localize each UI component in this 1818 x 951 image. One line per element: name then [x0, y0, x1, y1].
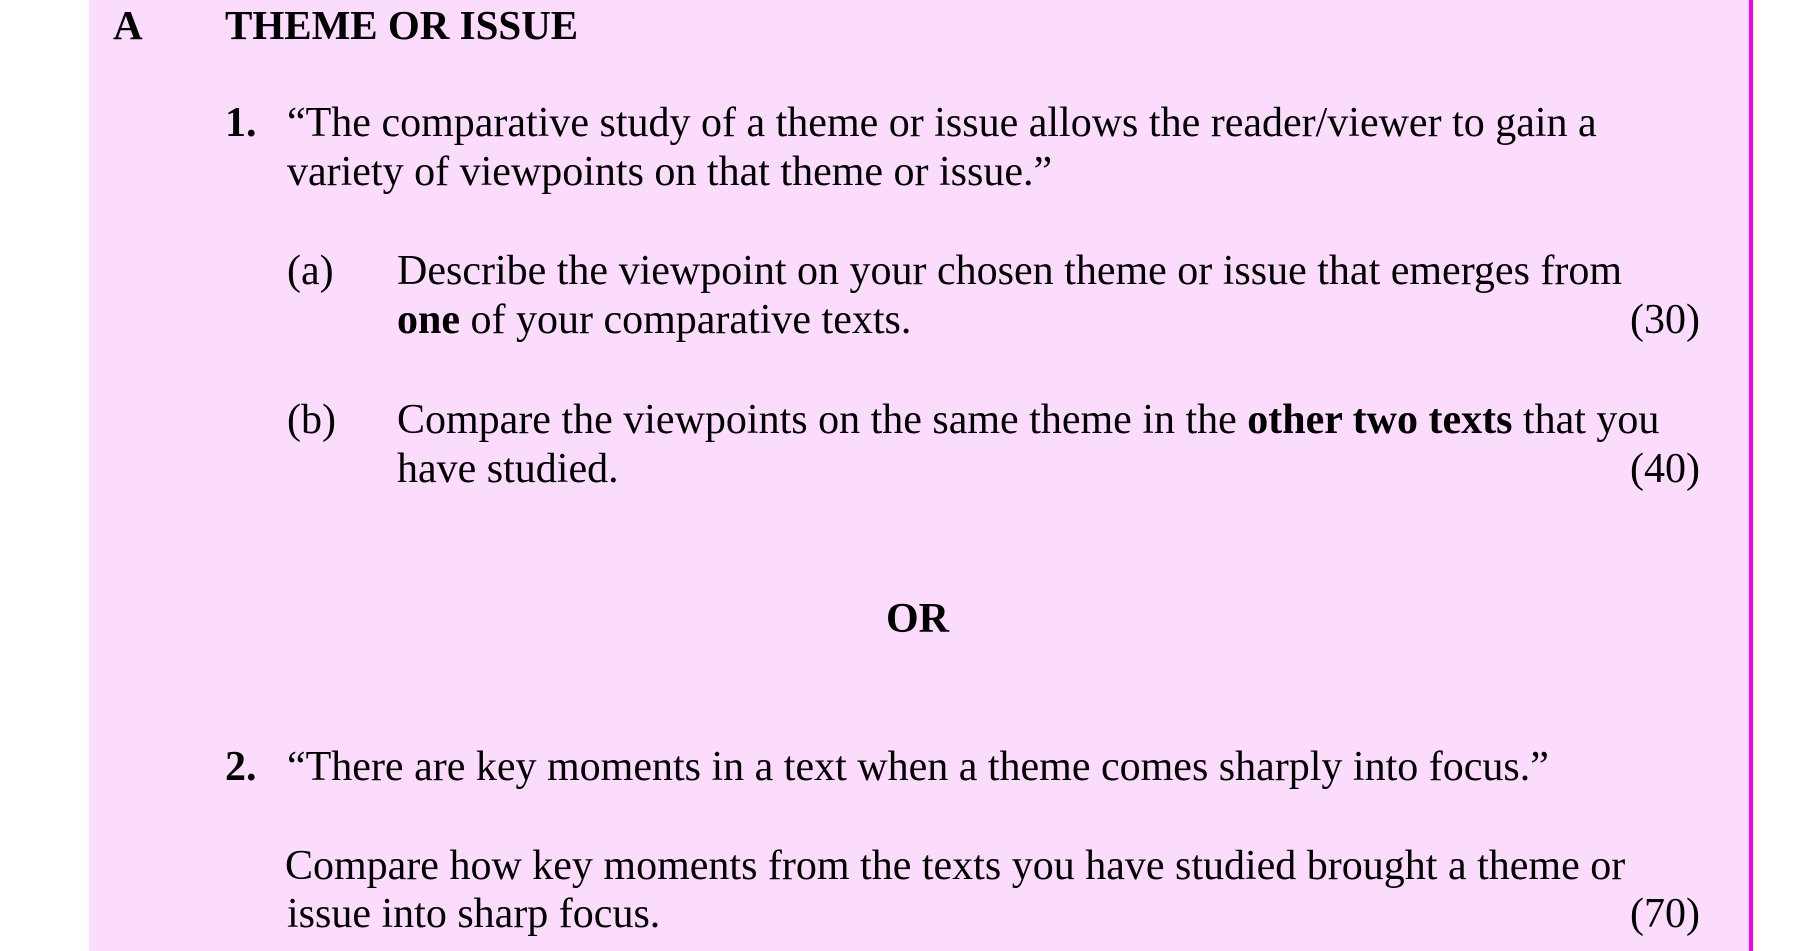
- question-1-number: 1.: [225, 100, 257, 146]
- question-2-instruction-line-2: issue into sharp focus.: [287, 891, 661, 937]
- part-a-label: (a): [287, 248, 334, 294]
- part-a-line-2: [397, 295, 911, 345]
- question-1-quote-line-1: “The comparative study of a theme or issue allows the reader/viewer to gain a: [287, 100, 1597, 146]
- or-separator: OR: [886, 596, 949, 642]
- question-2-number: 2.: [225, 744, 257, 790]
- question-2-marks: (70): [1630, 891, 1700, 937]
- part-a-line-2-rest: of your comparative texts.: [460, 297, 912, 343]
- part-b-line-1: [397, 395, 1659, 445]
- part-a-line-1: Describe the viewpoint on your chosen theme or issue that emerges from: [397, 248, 1623, 294]
- part-b-label: (b): [287, 397, 336, 443]
- section-letter: A: [113, 2, 143, 48]
- section-title: THEME OR ISSUE: [225, 2, 579, 48]
- part-b-line-1-end: that you: [1512, 397, 1660, 443]
- part-b-emphasis: other two texts: [1247, 397, 1513, 443]
- question-2-quote: “There are key moments in a text when a theme comes sharply into focus.”: [287, 744, 1549, 790]
- question-1-quote-line-2: variety of viewpoints on that theme or issue.”: [287, 149, 1053, 195]
- part-b-line-1-start: Compare the viewpoints on the same theme in the: [397, 397, 1248, 443]
- panel-right-border: [1749, 0, 1753, 951]
- part-b-line-2: have studied.: [397, 446, 619, 492]
- question-2-instruction-line-1: Compare how key moments from the texts you have studied brought a theme or: [285, 843, 1626, 889]
- part-a-marks: (30): [1630, 297, 1700, 343]
- part-b-marks: (40): [1630, 446, 1700, 492]
- part-a-emphasis: one: [397, 297, 460, 343]
